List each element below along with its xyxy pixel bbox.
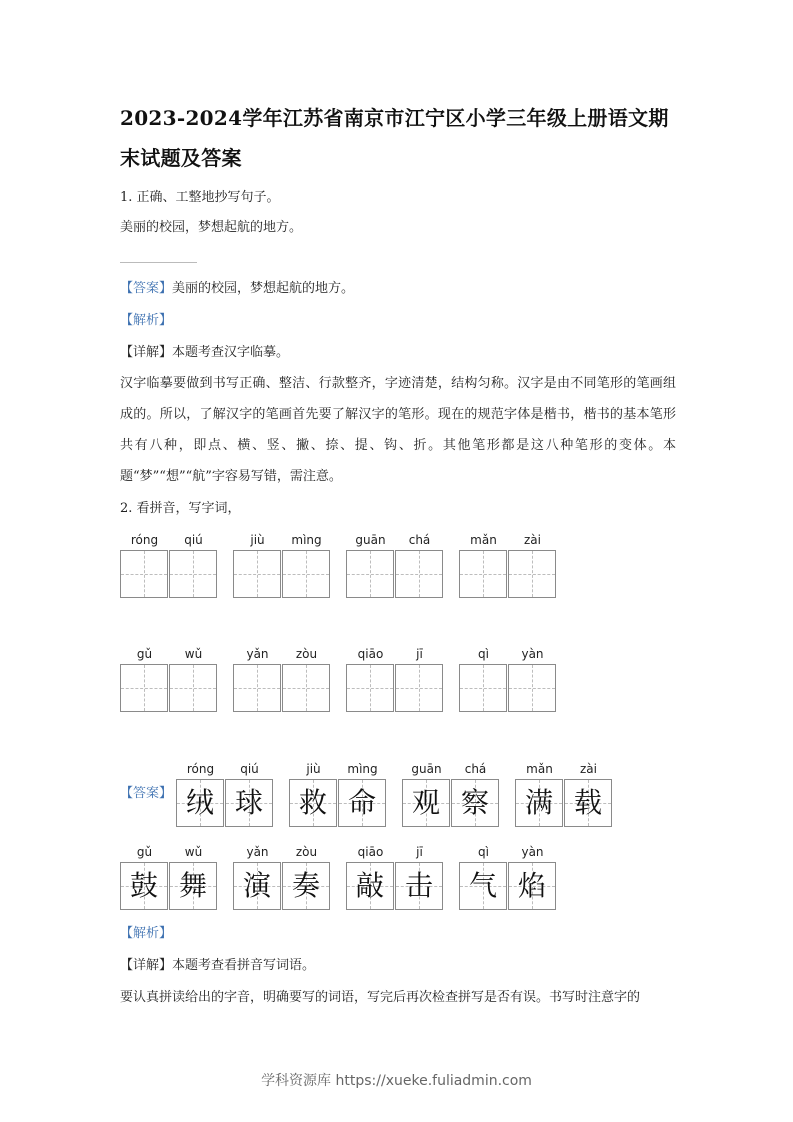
question-1-sentence: 美丽的校园，梦想起航的地方。 xyxy=(120,220,303,235)
question-2-detail xyxy=(120,956,315,976)
pinyin: qì xyxy=(478,647,489,661)
answer-char: 舞 xyxy=(178,869,207,902)
pinyin: yǎn xyxy=(246,647,269,661)
writing-cell[interactable] xyxy=(459,664,507,712)
pinyin: mǎn xyxy=(526,762,553,776)
pinyin: qiāo xyxy=(357,845,384,859)
answer-char: 鼓 xyxy=(129,869,158,902)
answer-cell xyxy=(564,779,612,827)
detail-text: 本题考查看拼音写词语。 xyxy=(172,958,316,973)
question-1-analysis-tag: 【解析】 xyxy=(120,313,173,328)
answer-cell xyxy=(225,779,273,827)
answer-char: 敲 xyxy=(355,869,384,902)
writing-cell[interactable] xyxy=(508,664,556,712)
pinyin: róng xyxy=(130,533,159,547)
document-title: 2023-2024学年江苏省南京市江宁区小学三年级上册语文期末试题及答案 xyxy=(120,106,669,170)
answer-cell xyxy=(176,779,224,827)
answer-char: 焰 xyxy=(517,869,546,902)
pinyin: chá xyxy=(408,533,431,547)
pinyin: yàn xyxy=(521,845,544,859)
pinyin: zòu xyxy=(295,845,318,859)
question-2-explanation: 要认真拼读给出的字音，明确要写的词语，写完后再次检查拼写是否有误。书写时注意字的 xyxy=(120,990,641,1005)
pinyin: jiù xyxy=(306,762,321,776)
answer-char: 绒 xyxy=(185,786,214,819)
pinyin: mìng xyxy=(291,533,322,547)
writing-cell[interactable] xyxy=(169,664,217,712)
writing-cell[interactable] xyxy=(395,664,443,712)
pinyin: guān xyxy=(411,762,442,776)
answer-cell xyxy=(395,862,443,910)
pinyin: qiāo xyxy=(357,647,384,661)
answer-cell xyxy=(233,862,281,910)
answer-char: 击 xyxy=(404,869,433,902)
question-1-answer xyxy=(120,279,354,299)
answer-cell xyxy=(459,862,507,910)
writing-cell[interactable] xyxy=(169,550,217,598)
detail-text: 本题考查汉字临摹。 xyxy=(172,345,290,360)
pinyin: jiù xyxy=(250,533,265,547)
writing-cell[interactable] xyxy=(282,550,330,598)
pinyin: zòu xyxy=(295,647,318,661)
answer-char: 察 xyxy=(460,786,489,819)
answer-cell xyxy=(289,779,337,827)
question-2-answer-tag: 【答案】 xyxy=(120,786,173,801)
answer-char: 命 xyxy=(347,786,376,819)
pinyin: mǎn xyxy=(470,533,497,547)
answer-char: 演 xyxy=(242,869,271,902)
pinyin: zài xyxy=(524,533,541,547)
pinyin: jī xyxy=(416,647,423,661)
writing-cell[interactable] xyxy=(346,664,394,712)
pinyin: chá xyxy=(464,762,487,776)
answer-tag: 【答案】 xyxy=(120,281,173,296)
pinyin: zài xyxy=(580,762,597,776)
pinyin: guān xyxy=(355,533,386,547)
answer-char: 观 xyxy=(411,786,440,819)
answer-char: 气 xyxy=(468,869,497,902)
answer-cell xyxy=(508,862,556,910)
answer-char: 满 xyxy=(524,786,553,819)
answer-text: 美丽的校园，梦想起航的地方。 xyxy=(172,281,355,296)
answer-cell xyxy=(169,862,217,910)
answer-cell xyxy=(282,862,330,910)
pinyin: yǎn xyxy=(246,845,269,859)
answer-cell xyxy=(346,862,394,910)
writing-cell[interactable] xyxy=(508,550,556,598)
answer-cell xyxy=(402,779,450,827)
answer-cell xyxy=(120,862,168,910)
pinyin: yàn xyxy=(521,647,544,661)
writing-cell[interactable] xyxy=(459,550,507,598)
answer-cell xyxy=(451,779,499,827)
question-2-prompt: 2. 看拼音，写字词， xyxy=(120,501,241,516)
pinyin: gǔ xyxy=(136,845,153,859)
writing-cell[interactable] xyxy=(233,664,281,712)
writing-cell[interactable] xyxy=(120,664,168,712)
detail-tag: 【详解】 xyxy=(120,958,173,973)
answer-char: 载 xyxy=(573,786,602,819)
pinyin: mìng xyxy=(347,762,378,776)
answer-cell xyxy=(515,779,563,827)
writing-line xyxy=(120,262,197,263)
answer-char: 球 xyxy=(234,786,263,819)
pinyin: róng xyxy=(186,762,215,776)
pinyin: wǔ xyxy=(184,647,203,661)
answer-char: 奏 xyxy=(291,869,320,902)
page-footer: 学科资源库 https://xueke.fuliadmin.com xyxy=(261,1073,532,1089)
pinyin: qì xyxy=(478,845,489,859)
answer-cell xyxy=(338,779,386,827)
pinyin: gǔ xyxy=(136,647,153,661)
question-1-detail xyxy=(120,343,289,363)
question-1-prompt: 1. 正确、工整地抄写句子。 xyxy=(120,190,280,205)
pinyin: jī xyxy=(416,845,423,859)
detail-tag: 【详解】 xyxy=(120,345,173,360)
writing-cell[interactable] xyxy=(282,664,330,712)
question-1-explanation: 汉字临摹要做到书写正确、整洁、行款整齐，字迹清楚，结构匀称。汉字是由不同笔形的笔画组成的。所以，了解汉字的笔画首先要了解汉字的笔形。现在的规范字体是楷书，楷书的基本笔形共有八种，即点、横、竖、撇、捺、提、钩、折。其他笔形都是这八种笔形的变体。本题“梦”“想”“航”字容易写错，需注意。 xyxy=(120,376,676,484)
writing-cell[interactable] xyxy=(120,550,168,598)
pinyin: wǔ xyxy=(184,845,203,859)
answer-char: 救 xyxy=(298,786,327,819)
pinyin: qiú xyxy=(240,762,259,776)
pinyin: qiú xyxy=(184,533,203,547)
writing-cell[interactable] xyxy=(395,550,443,598)
writing-cell[interactable] xyxy=(346,550,394,598)
writing-cell[interactable] xyxy=(233,550,281,598)
question-2-analysis-tag: 【解析】 xyxy=(120,926,173,941)
